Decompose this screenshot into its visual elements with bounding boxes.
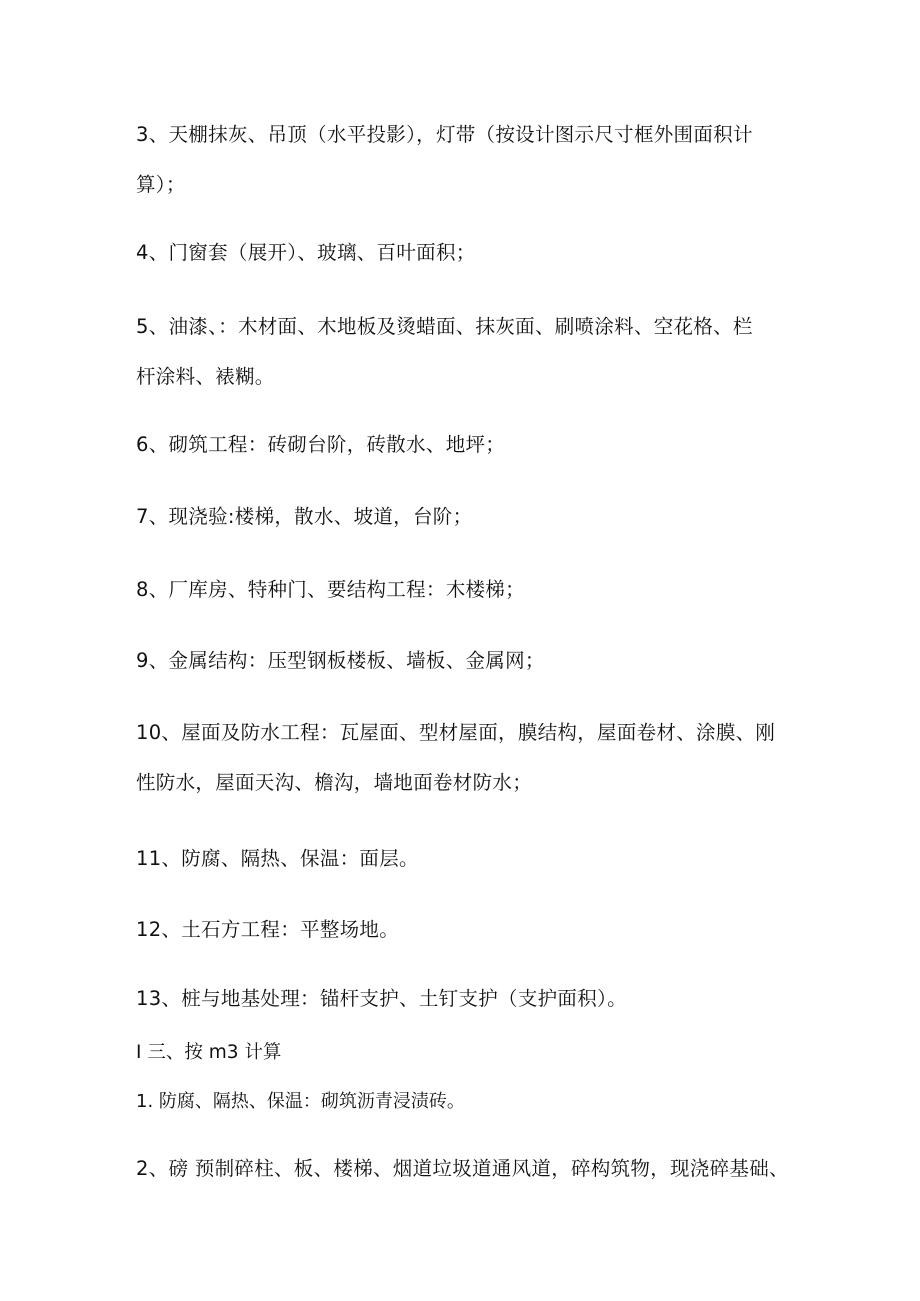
paragraph-line: 9、金属结构：压型钢板楼板、墙板、金属网； [136, 649, 545, 672]
paragraph-line: 算）； [136, 173, 186, 196]
paragraph-line: 13、桩与地基处理：锚杆支护、土钉支护（支护面积）。 [136, 987, 627, 1010]
paragraph-item-8 [136, 565, 796, 615]
paragraph-item-12 [136, 905, 796, 955]
paragraph-line: 5、油漆、：木材面、木地板及烫蜡面、抹灰面、刷喷涂料、空花格、栏 [136, 315, 753, 338]
paragraph-line: 7、现浇验:楼梯，散水、坡道，台阶； [136, 505, 473, 528]
paragraph-item-13 [136, 974, 796, 1024]
paragraph-line: 性防水，屋面天沟、檐沟，墙地面卷材防水； [136, 771, 533, 794]
paragraph-line: 杆涂料、裱糊。 [136, 365, 275, 388]
paragraph-line: 6、砌筑工程：砖砌台阶，砖散水、地坪； [136, 433, 506, 456]
paragraph-item-3 [136, 110, 796, 210]
sub-item-2 [136, 1144, 796, 1194]
paragraph-item-10 [136, 708, 796, 808]
paragraph-item-6 [136, 420, 796, 470]
paragraph-item-9 [136, 636, 796, 686]
paragraph-item-7 [136, 492, 796, 542]
paragraph-item-5 [136, 302, 796, 402]
paragraph-item-4 [136, 228, 796, 278]
paragraph-line: 2、磅 预制碎柱、板、楼梯、烟道垃圾道通风道，碎构筑物，现浇碎基础、 [136, 1157, 789, 1180]
paragraph-line: 10、屋面及防水工程：瓦屋面、型材屋面，膜结构，屋面卷材、涂膜、刚 [136, 721, 776, 744]
section-heading: I 三、按 m3 计算 [136, 1042, 282, 1063]
sub-item-1: 1. 防腐、隔热、保温：砌筑沥青浸渍砖。 [136, 1091, 465, 1112]
paragraph-line: 12、土石方工程：平整场地。 [136, 918, 400, 941]
paragraph-item-11 [136, 834, 796, 884]
paragraph-line: 4、门窗套（展开）、玻璃、百叶面积； [136, 241, 476, 264]
paragraph-line: 11、防腐、隔热、保温：面层。 [136, 847, 419, 870]
paragraph-line: 8、厂库房、特种门、要结构工程：木楼梯； [136, 578, 525, 601]
paragraph-line: 3、天棚抹灰、吊顶（水平投影），灯带（按设计图示尺寸框外围面积计 [136, 123, 753, 146]
